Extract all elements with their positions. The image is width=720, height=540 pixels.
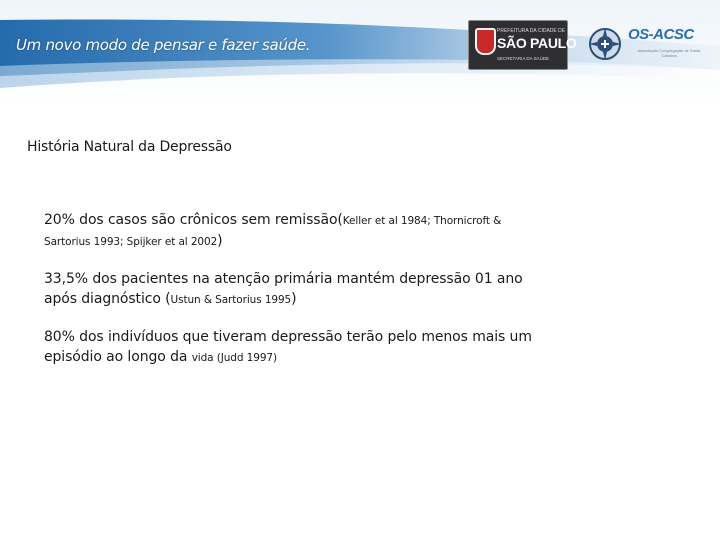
org-name: OS-ACSC	[628, 26, 694, 43]
list-item	[44, 327, 544, 368]
prefeitura-city-name: SÃO PAULO	[497, 35, 577, 51]
item-citation: Ustun & Sartorius 1995	[170, 294, 292, 306]
prefeitura-department: SECRETARIA DA SAÚDE	[497, 56, 550, 61]
item-close: )	[291, 291, 297, 307]
city-crest-icon	[475, 28, 496, 55]
os-acsc-emblem-icon	[585, 24, 625, 64]
item-citation: vida (Judd 1997	[191, 352, 273, 364]
item-close: )	[273, 352, 277, 364]
item-close: )	[217, 233, 223, 249]
prefeitura-logo	[468, 20, 577, 70]
slide-title: História Natural da Depressão	[27, 139, 232, 155]
header-tagline: Um novo modo de pensar e fazer saúde.	[16, 36, 311, 54]
org-subtitle: Associação Congregação de Santa Catarina	[637, 48, 701, 58]
item-citation: Keller et al 1984; Thornicroft & Sartorius 1993; Spijker et al 2002	[44, 215, 502, 248]
list-item	[44, 210, 544, 252]
prefeitura-label: PREFEITURA DA CIDADE DE	[497, 28, 566, 34]
item-text: 80% dos indivíduos que tiveram depressão terão pelo menos mais um episódio ao longo da	[44, 329, 532, 365]
item-text: 20% dos casos são crônicos sem remissão(	[44, 212, 343, 228]
item-text: 33,5% dos pacientes na atenção primária mantém depressão 01 ano após diagnóstico (	[44, 271, 523, 307]
list-item	[44, 269, 544, 310]
